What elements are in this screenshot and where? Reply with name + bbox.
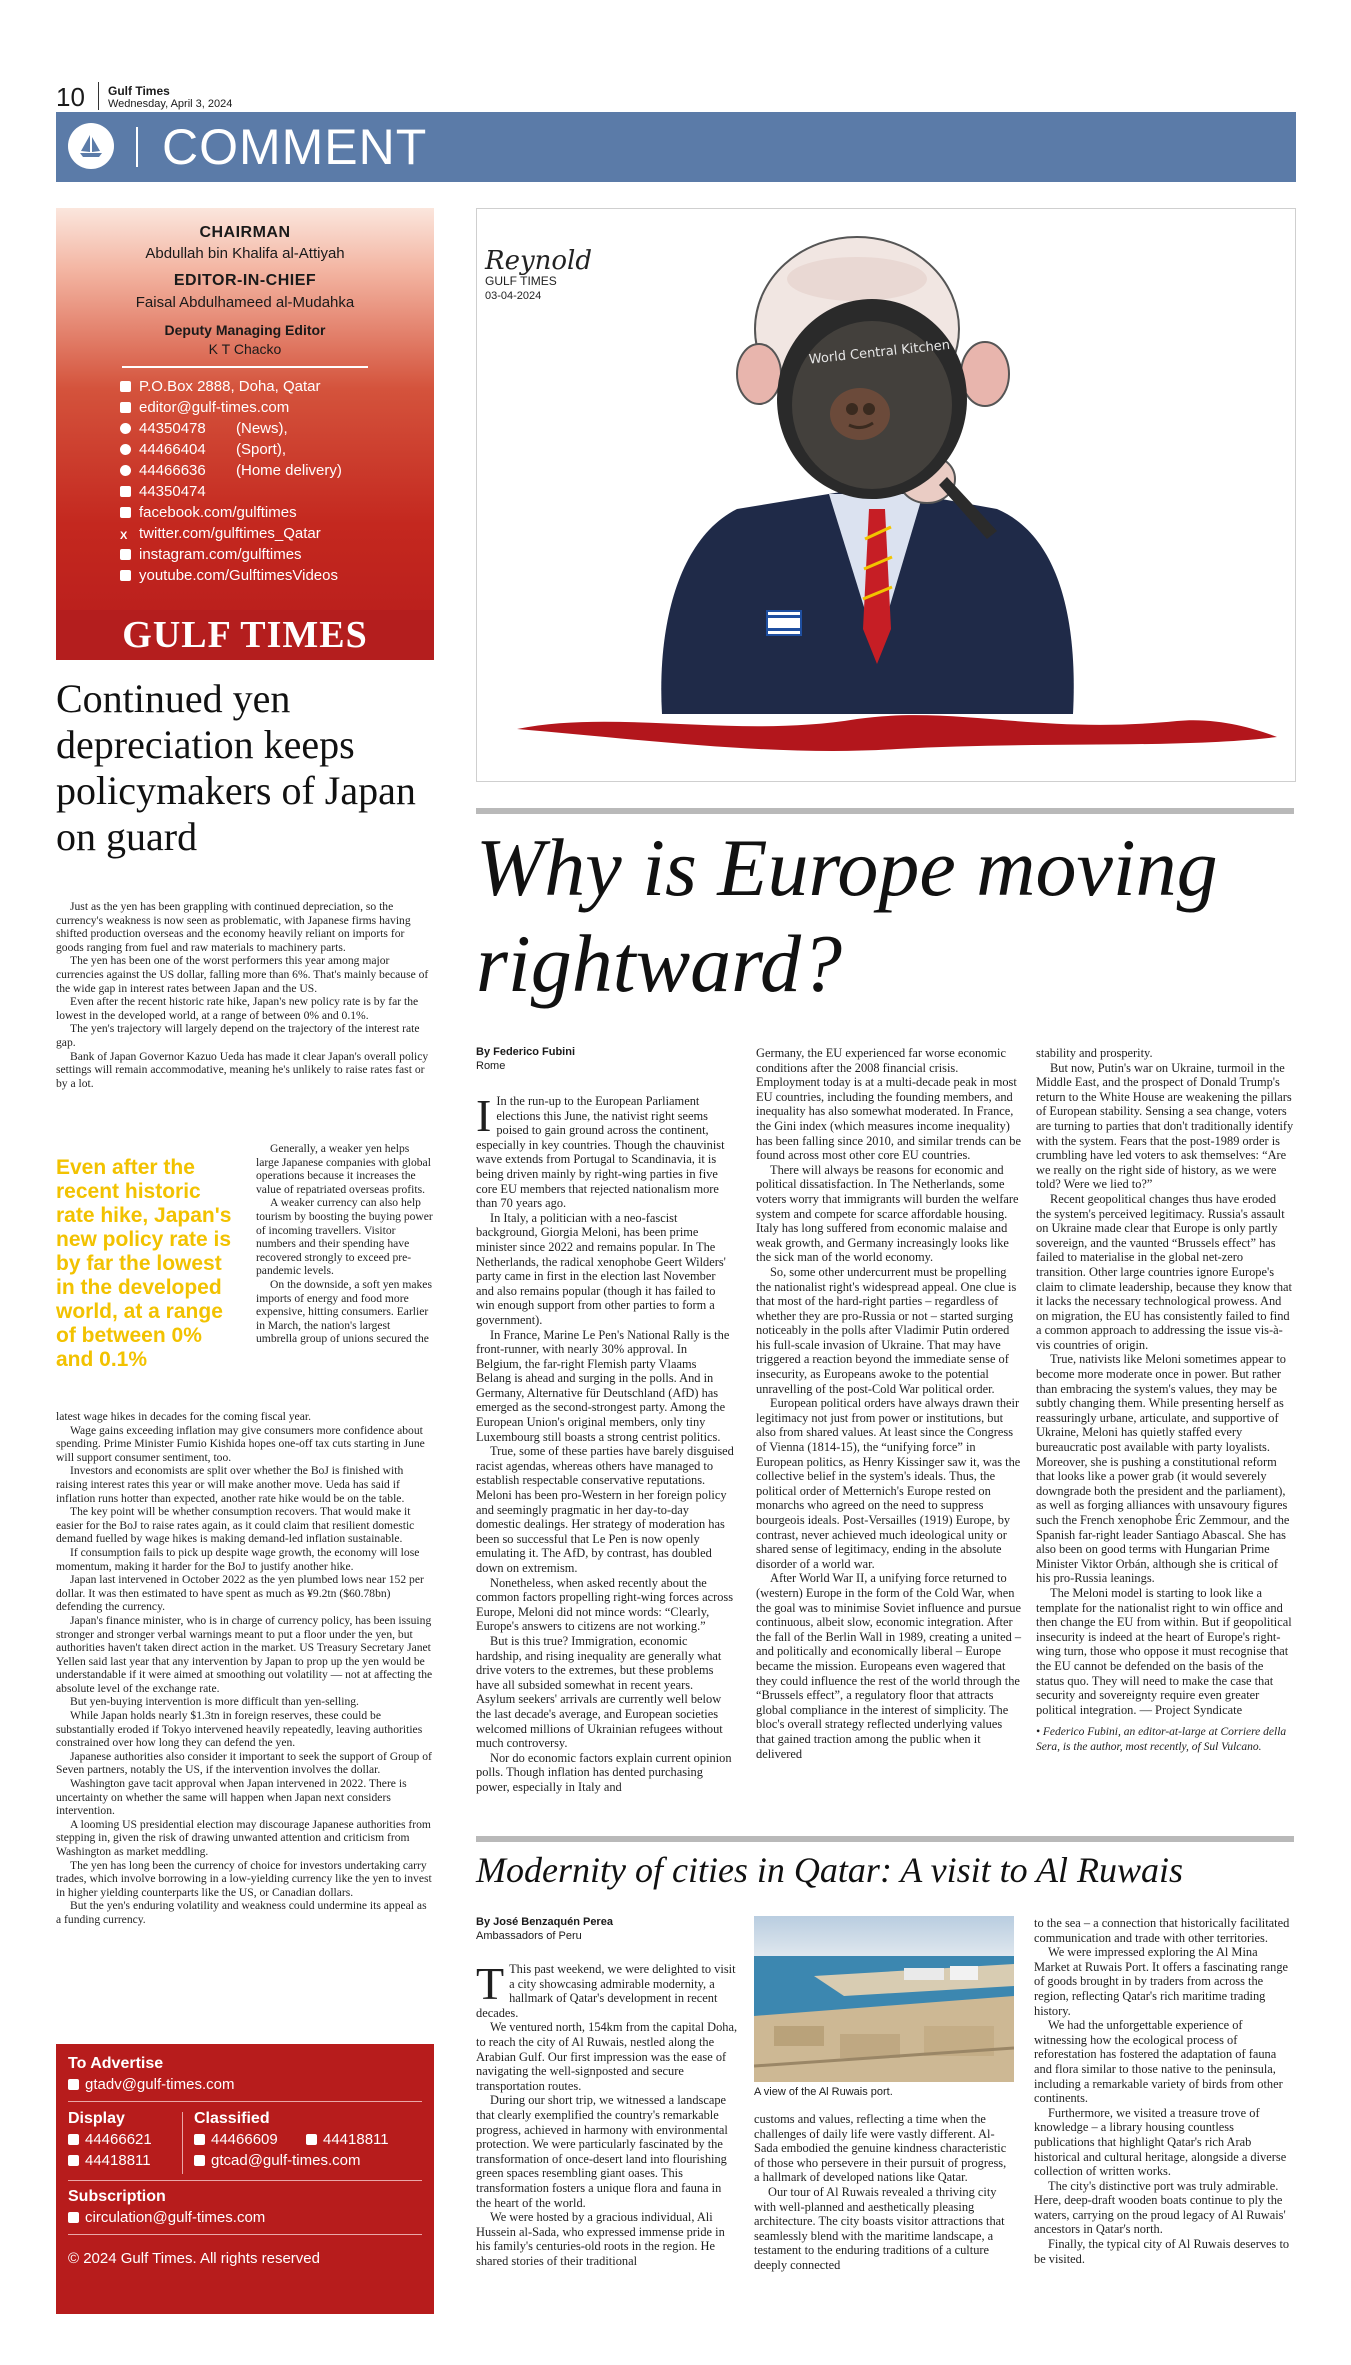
contact-phone-delivery: 44466636 (Home delivery) xyxy=(120,462,206,479)
qatar-column-2: customs and values, reflecting a time when the challenges of daily life were vastly different. Al-Sada embodied the genuine kindness characteristic of those who persevere in their pursuit of progress, a hallmark of developed nations like Qatar. Our tour of Al Ruwais revealed a thriving city with well-planned and aesthetically pleasing architecture. The city boasts visitor attractions that seamlessly blend with the maritime landscape, a testament to the enduring traditions of a culture deeply connected xyxy=(754,2112,1007,2272)
phone-icon xyxy=(120,444,131,455)
qatar-story-rule xyxy=(476,1836,1294,1842)
fax-icon xyxy=(120,486,131,497)
classified-phone-2: 44418811 xyxy=(306,2131,389,2148)
al-ruwais-port-photo xyxy=(754,1916,1014,2082)
cartoon-credit: GULF TIMES xyxy=(485,274,557,288)
email-icon xyxy=(194,2155,205,2166)
main-byline: By Federico Fubini xyxy=(476,1046,576,1058)
phone-icon xyxy=(68,2155,79,2166)
cartoon-date: 03-04-2024 xyxy=(485,290,542,302)
contact-instagram[interactable]: instagram.com/gulftimes xyxy=(120,546,302,563)
main-column-1: I In the run-up to the European Parliament elections this June, the nativist right seems poised to gain ground across the continent, especially in key countries. Though the chauvinist wave extends from Portugal to Scandinavia, it is being driven mainly by right-wing parties in five core EU members that rejected nationalism more than 70 years ago. In Italy, a politician with a neo-fascist background, Giorgia Meloni, has been prime minister since 2022 and remains popular. In The Netherlands, the radical xenophobe Geert Wilders' party came in first in the election last November and also remains popular (though it has failed to win enough support from other parties to form a government). In France, Marine Le Pen's National Rally is the front-runner, with nearly 30% approval. In Belgium, the far-right Flemish party Vlaams Belang is ahead and surging in the polls. And in Germany, Alternative für Deutschland (AfD) has emerged as the second-strongest party. Among the European Union's original members, only tiny Luxembourg still boasts a strong centrist politics. True, some of these parties have barely disguised racist agendas, whereas others have managed to establish respectable conservative reputations. Meloni has been pro-Western in her foreign policy and seemingly pragmatic in her day-to-day domestic dealings. Her strategy of moderation has been so successful that Le Pen is now openly emulating it. The AfD, by contrast, has doubled down on extremism. Nonetheless, when asked recently about the common factors propelling right-wing forces across Europe, Meloni did not mince words: “Clearly, Europe's answers to citizens are not working.” But is this true? Immigration, economic hardship, and rising inequality are generally what drive voters to the extremes, but these problems have all subsided somewhat in recent years. Asylum seekers' arrivals are currently well below the last decade's average, and European societies welcomed millions of Ukrainian refugees without much controversy. Nor do economic factors explain current opinion polls. Though inflation has dented purchasing power, especially in Italy and xyxy=(476,1094,734,1794)
deputy-name: K T Chacko xyxy=(208,341,282,357)
qatar-role: Ambassadors of Peru xyxy=(476,1930,582,1942)
contact-email[interactable]: editor@gulf-times.com xyxy=(120,399,289,416)
display-phone-2: 44418811 xyxy=(68,2152,151,2169)
contact-youtube[interactable]: youtube.com/GulftimesVideos xyxy=(120,567,338,584)
advertise-email[interactable]: gtadv@gulf-times.com xyxy=(68,2076,234,2093)
copyright-divider xyxy=(68,2234,422,2235)
contact-phone-news: 44350478 (News), xyxy=(120,420,206,437)
main-story-rule xyxy=(476,808,1294,814)
editor-name: Faisal Abdulhameed al-Mudahka xyxy=(135,294,355,311)
display-label: Display xyxy=(68,2110,125,2127)
qatar-column-1: T This past weekend, we were delighted to visit a city showcasing admirable modernity, a hallmark of Qatar's development in recent decades. We ventured north, 154km from the capital Doha, to reach the city of Al Ruwais, nestled along the Arabian Gulf. Our first impression was the ease of navigating the well-signposted and secure transportation routes. During our short trip, we witnessed a landscape that clearly exemplified the country's remarkable progress, achieved in harmony with environmental protection. We were particularly fascinated by the transformation of once-desert land into flourishing green spaces resembling giant oases. This transformation fosters a unique flora and fauna in the heart of the world. We were hosted by a gracious individual, Ali Hussein al-Sada, who expressed immense pride in his family's centuries-old roots in the region. He shared stories of their traditional xyxy=(476,1962,738,2268)
masthead-rule xyxy=(122,366,368,368)
folio-date: Wednesday, April 3, 2024 xyxy=(108,98,233,110)
qatar-column-3: to the sea – a connection that historically facilitated communication and trade with other territories. We were impressed exploring the Al Mina Market at Ruwais Port. It offers a fascinating range of goods brought in by traders from across the region, reflecting Qatar's rich maritime trading history. We had the unforgettable experience of witnessing how the ecological process of reforestation has fostered the adaptation of fauna and flora similar to those native to the peninsula, including a remarkable variety of birds from other continents. Furthermore, we visited a treasure trove of knowledge – a library housing countless publications that highlight Qatar's rich Arab historical and cultural heritage, alongside a diverse collection of written works. The city's distinctive port was truly admirable. Here, deep-draft wooden boats continue to ply the waters, carrying on the proud legacy of Al Ruwais' ancestors in Qatar's north. Finally, the typical city of Al Ruwais deserves to be visited. xyxy=(1034,1916,1290,2266)
photo-caption: A view of the Al Ruwais port. xyxy=(754,2086,893,2098)
chairman-name: Abdullah bin Khalifa al-Attiyah xyxy=(145,245,345,262)
folio-divider xyxy=(98,82,99,110)
qatar-dropcap: T xyxy=(476,1962,505,2009)
contact-fax: 44350474 xyxy=(120,483,206,500)
phone-icon xyxy=(68,2134,79,2145)
qatar-byline: By José Benzaquén Perea xyxy=(476,1916,613,1928)
email-icon xyxy=(68,2079,79,2090)
gulf-times-logo-text: GULF TIMES xyxy=(122,614,368,656)
main-dropcap: I xyxy=(476,1094,492,1141)
advertise-label: To Advertise xyxy=(68,2055,164,2072)
contact-address: P.O.Box 2888, Doha, Qatar xyxy=(120,378,321,395)
banner-divider xyxy=(136,127,138,167)
editorial-cartoon xyxy=(476,208,1296,782)
x-icon: X xyxy=(120,530,128,542)
page-number: 10 xyxy=(56,82,85,112)
cartoon-signature: Reynold xyxy=(485,246,593,276)
copyright: © 2024 Gulf Times. All rights reserved xyxy=(68,2250,320,2267)
facebook-icon xyxy=(120,507,131,518)
contact-twitter[interactable]: X twitter.com/gulftimes_Qatar xyxy=(120,525,321,542)
yen-headline: Continued yen depreciation keeps policymakers of Japan on guard xyxy=(56,676,416,859)
pan-text: World Central Kitchen xyxy=(808,337,951,368)
mailbox-icon xyxy=(120,381,131,392)
deputy-label: Deputy Managing Editor xyxy=(164,322,326,338)
phone-icon xyxy=(120,423,131,434)
classified-phone-1: 44466609 xyxy=(194,2131,278,2148)
folio-paper-name: Gulf Times xyxy=(108,84,170,98)
phone-icon xyxy=(306,2134,317,2145)
display-classified-divider xyxy=(182,2112,183,2174)
editor-label: EDITOR-IN-CHIEF xyxy=(173,272,317,289)
instagram-icon xyxy=(120,549,131,560)
main-column-3: stability and prosperity. But now, Putin's war on Ukraine, turmoil in the Middle East, and the prospect of Donald Trump's return to the White House are weakening the pillars of European stability. Sensing a sea change, voters are turning to parties that don't traditionally identify with the system. Fears that the post-1989 order is crumbling have led voters to ask themselves: “Are we really on the right side of history, as we were told? Were we lied to?” Recent geopolitical changes thus have eroded the system's perceived legitimacy. Russia's assault on Ukraine made clear that Europe is only partly sovereign, and the vaunted “Brussels effect” has failed to materialise in the global net-zero transition. Other large countries ignore Europe's claim to climate leadership, because they know that it lacks the necessary technological prowess. And on migration, the EU has consistently failed to find a common approach to addressing the issue vis-à-vis countries of origin. True, nativists like Meloni sometimes appear to become more moderate once in power. But rather than embracing the system's values, they may be subtly changing them. While presenting herself as reassuringly urbane, articulate, and supportive of Ukraine, Meloni has quietly staffed every bureaucratic post available with party loyalists. Moreover, she is pushing a constitutional reform that looks like a power grab (it would severely downgrade both the president and the parliament), as well as forging alliances with unsavoury figures such the French xenophobe Éric Zemmour, and the Spanish far-right leader Santiago Abascal. She has also been on good terms with Hungarian Prime Minister Viktor Orbán, although she is critical of his pro-Russia leanings. The Meloni model is starting to look like a template for the nationalist right to win office and then change the EU from within. But if geopolitical insecurity is indeed at the heart of Europe's right-wing turn, those who oppose it must recognise that the EU cannot be defended on the basis of the status quo. They will need to make the case that security and sovereignty require even greater political integration. — Project Syndicate • Federico Fubini, an editor-at-large at Corriere della Sera, is the author, most recently, of Sul Vulcano. xyxy=(1036,1046,1294,1753)
display-phone-1: 44466621 xyxy=(68,2131,152,2148)
yen-body-top: Just as the yen has been grappling with continued depreciation, so the currency's weakness is now seen as problematic, with Japanese firms having shifted production overseas and the economy heavily reliant on imports for goods ranging from fuel and raw materials to machinery parts. The yen has been one of the worst performers this year among major currencies against the US dollar, falling more than 6%. That's mainly because of the wide gap in interest rates between Japan and the US. Even after the recent historic rate hike, Japan's new policy rate is by far the lowest in the developed world, at a range of between 0% and 0.1%. The yen's trajectory will largely depend on the trajectory of the interest rate gap. Bank of Japan Governor Kazuo Ueda has made it clear Japan's overall policy settings will remain accommodative, meaning he's unlikely to raise rates fast or by a lot. xyxy=(56,900,429,1090)
contact-facebook[interactable]: facebook.com/gulftimes xyxy=(120,504,297,521)
cartoon-illustration xyxy=(477,209,1295,781)
subscription-label: Subscription xyxy=(68,2188,166,2205)
youtube-icon xyxy=(120,570,131,581)
contact-phone-sport: 44466404 (Sport), xyxy=(120,441,206,458)
dhow-logo-icon xyxy=(68,123,114,169)
advertise-divider xyxy=(68,2101,422,2102)
section-title: COMMENT xyxy=(162,119,428,175)
email-icon xyxy=(68,2212,79,2223)
yen-body-bottom: latest wage hikes in decades for the coming fiscal year. Wage gains exceeding inflation may give consumers more confidence about spending. Prime Minister Fumio Kishida hopes one-off tax cuts starting in June will support consumer sentiment, too. Investors and economists are split over whether the BoJ is finished with raising interest rates this year or will make another move. Ueda has said if inflation runs hotter than expected, another rate hike would be on the table. The key point will be whether consumption recovers. That would make it easier for the BoJ to raise rates again, as it could claim that resilient domestic demand fuelled by wage hikes is making demand-led inflation sustainable. If consumption fails to pick up despite wage growth, the economy will lose momentum, making it harder for the BoJ to justify another hike. Japan last intervened in October 2022 as the yen plumbed lows near 152 per dollar. It was then estimated to have spent as much as ¥9.2tn ($60.78bn) defending the currency. Japan's finance minister, who is in charge of currency policy, has been issuing stronger and stronger verbal warnings meant to put a floor under the yen, but authorities haven't taken direct action in the market. US Treasury Secretary Janet Yellen said last year that any intervention by Japan to prop up the yen would be understandable if it were aimed at smoothing out volatility — not at affecting the absolute level of the exchange rate. But yen-buying intervention is more difficult than yen-selling. While Japan holds nearly $1.3tn in foreign reserves, these could be substantially eroded if Tokyo intervened heavily repeatedly, leaving authorities constrained over how long they can defend the yen. Japanese authorities also consider it important to seek the support of Group of Seven partners, notably the US, if the intervention involves the dollar. Washington gave tacit approval when Japan intervened in 2022. There is uncertainty on whether the same will happen when Japan next considers intervention. A looming US presidential election may discourage Japanese authorities from stepping in, given the risk of drawing unwanted attention and criticism from Washington as market meddling. The yen has long been the currency of choice for investors undertaking carry trades, which involve borrowing in a low-yielding currency like the yen to invest in higher yielding counterparts like the US, or Canadian dollars. But the yen's enduring volatility and weakness could undermine its appeal as a funding currency. xyxy=(56,1410,433,1926)
main-dateline: Rome xyxy=(476,1060,506,1072)
classified-email[interactable]: gtcad@gulf-times.com xyxy=(194,2152,360,2169)
yen-pullquote: Even after the recent historic rate hike, Japan's new policy rate is by far the lowest in the developed world, at a range of between 0% and 0.1% xyxy=(56,1156,232,1371)
chairman-label: CHAIRMAN xyxy=(199,224,291,241)
subscription-email[interactable]: circulation@gulf-times.com xyxy=(68,2209,265,2226)
author-note: • Federico Fubini, an editor-at-large at Corriere della Sera, is the author, most recently, of Sul Vulcano. xyxy=(1036,1726,1287,1753)
phone-icon xyxy=(120,465,131,476)
phone-icon xyxy=(194,2134,205,2145)
main-column-2: Germany, the EU experienced far worse economic conditions after the 2008 financial crisis. Employment today is at a multi-decade peak in most EU countries, including the founding members, and inequality has also somewhat moderated. In France, the Gini index (which measures income inequality) has been falling since 2010, and similar trends can be found across most other core EU countries. There will always be reasons for economic and political dissatisfaction. In The Netherlands, some voters worry that immigrants will burden the welfare system and compete for scarce affordable housing. Italy has long suffered from economic malaise and weak growth, and Germany increasingly looks like the sick man of the world economy. So, some other undercurrent must be propelling the nationalist right's widespread appeal. One clue is that most of the hard-right parties – regardless of whether they are pro-Russia or not – started surging noticeably in the polls after Vladimir Putin ordered his full-scale invasion of Ukraine. That may have triggered a reaction beyond the immediate sense of insecurity, as Europeans awoke to the potential unravelling of the post-Cold War political order. European political orders have always drawn their legitimacy not just from power or institutions, but also from shared values. At least since the Congress of Vienna (1814-15), the “unifying force” in European politics, as Henry Kissinger saw it, was the collective belief in the system's ideals. Thus, the political order of Metternich's Europe rested on monarchs who agreed on the need to suppress bourgeois ideals. Post-Versailles (1919) Europe, by contrast, never achieved much ideological unity or shared sense of legitimacy, ending in the absolute disorder of a world war. After World War II, a unifying force returned to (western) Europe in the form of the Cold War, when the goal was to minimise Soviet influence and pursue continuous, albeit slow, economic integration. After the fall of the Berlin Wall in 1989, creating a united – and politically and economically liberal – Europe became the mission. Europeans even wagered that they could influence the rest of the world through the “Brussels effect”, a regulatory floor that attracts global compliance in the interest of simplicity. The bloc's overall strategy reflected underlying values that gained traction among the public when it delivered xyxy=(756,1046,1022,1761)
yen-body-side: Generally, a weaker yen helps large Japanese companies with global operations because it increases the value of repatriated overseas profits. A weaker currency can also help tourism by boosting the buying power of incoming travellers. Visitor numbers and their spending have recovered strongly to exceed pre-pandemic levels. On the downside, a soft yen makes imports of energy and food more expensive, hitting consumers. Earlier in March, the nation's largest umbrella group of unions secured the xyxy=(256,1142,433,1346)
classified-label: Classified xyxy=(194,2110,270,2127)
email-icon xyxy=(120,402,131,413)
subscription-divider xyxy=(68,2180,422,2181)
qatar-headline: Modernity of cities in Qatar: A visit to Al Ruwais xyxy=(476,1850,1183,1890)
main-headline: Why is Europe moving rightward? xyxy=(476,822,1218,1009)
